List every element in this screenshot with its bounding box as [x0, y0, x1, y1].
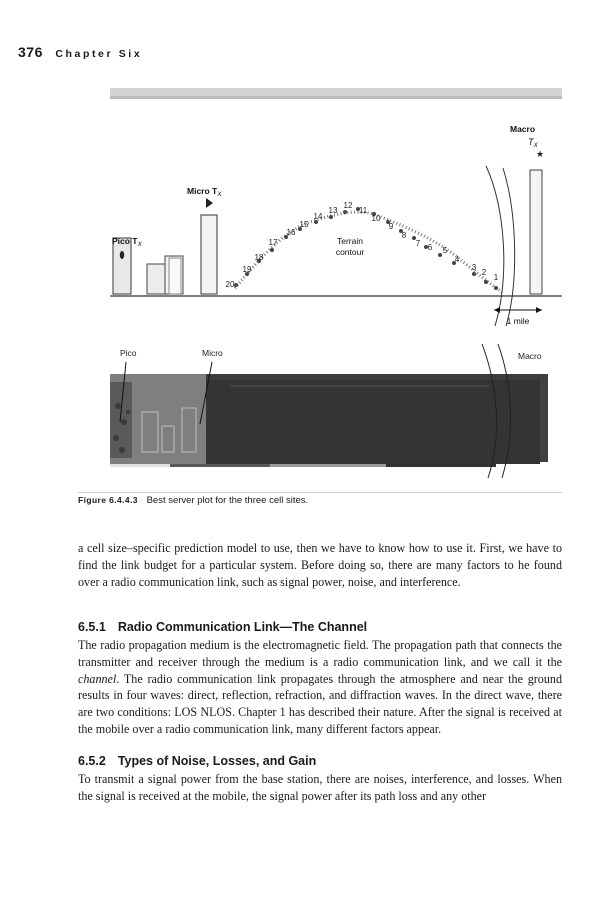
- figure-caption-label: Figure 6.4.4.3: [78, 495, 138, 505]
- building-small-1: [147, 264, 167, 294]
- terrain-point-10: 10: [371, 214, 381, 223]
- scale-label: 1 mile: [506, 316, 530, 326]
- macro-building: [530, 170, 542, 294]
- svg-text:Macro: [510, 124, 535, 134]
- section-652-heading: [78, 754, 316, 768]
- terrain-point-9: 9: [388, 222, 394, 231]
- terrain-point-3: 3: [471, 263, 477, 272]
- macro-tx-t: T: [528, 137, 534, 147]
- section-652-title: Types of Noise, Losses, and Gain: [117, 754, 317, 768]
- terrain-point-13: 13: [328, 206, 338, 215]
- section-651-heading: [78, 620, 367, 634]
- best-server-map: [110, 333, 562, 478]
- terrain-point-17: 17: [268, 238, 278, 247]
- micro-tx-sub: X: [217, 191, 222, 198]
- figure-caption-text: Best server plot for the three cell sites.: [146, 495, 309, 506]
- terrain-point-7: 7: [415, 239, 421, 248]
- section-652-paragraph: To transmit a signal power from the base station, there are noises, interference, and losses. When the signal is received at the mobile, the signal power after its path loss and any other: [78, 772, 562, 803]
- page-number: 376: [18, 44, 43, 60]
- section-652-number: 6.5.2: [78, 754, 106, 768]
- chapter-title: Chapter Six: [55, 48, 143, 60]
- section-651-paragraph: The radio propagation medium is the electromagnetic field. The propagation path that connects the transmitter and receiver through the medium is a radio communication link, and we call it the channel. The radio communication link propagates through the atmosphere and near the ground results in four waves: direct, reflection, refraction, and diffraction waves. In the direct wave, there are two conditions: LOS NLOS. Chapter 1 has described their nature. After the signal is received at the mobile over a radio communication link, many different factors appear.: [78, 638, 562, 736]
- terrain-point-1: 1: [493, 273, 499, 282]
- pico-map-label: Pico: [120, 348, 137, 358]
- terrain-point-6: 6: [427, 243, 433, 252]
- pico-tx-label: Pico T: [112, 236, 138, 246]
- terrain-point-4: 4: [454, 255, 460, 264]
- micro-tx-label: Micro T: [187, 186, 218, 196]
- terrain-point-5: 5: [442, 246, 448, 255]
- terrain-point-15: 15: [299, 220, 309, 229]
- macro-map-label: Macro: [518, 351, 542, 361]
- terrain-label-line2: contour: [335, 247, 365, 257]
- terrain-point-18: 18: [254, 253, 264, 262]
- best-server-figure: [110, 86, 562, 486]
- intro-paragraph: a cell size–specific prediction model to use, then we have to know how to use it. First, we have to find the link budget for a particular system. Before doing so, there are many factors to he found over a radio communication link, such as signal power, noise, and interference.: [78, 541, 562, 589]
- terrain-point-12: 12: [343, 201, 353, 210]
- macro-tx-sub: X: [533, 142, 538, 149]
- terrain-point-2: 2: [481, 268, 487, 277]
- terrain-point-11: 11: [358, 206, 368, 215]
- pico-antenna: [120, 251, 124, 259]
- pico-coverage-area: [110, 382, 132, 458]
- figure-rule: [78, 492, 562, 493]
- micro-map-label: Micro: [202, 348, 223, 358]
- terrain-point-20: 20: [225, 280, 235, 289]
- macro-tx-label: Macro: [510, 124, 536, 134]
- figure-caption: [78, 495, 308, 506]
- macro-star-icon: ★: [535, 149, 545, 159]
- terrain-label-line1: Terrain: [337, 236, 363, 246]
- terrain-diagram: [110, 86, 562, 326]
- terrain-point-8: 8: [401, 231, 407, 240]
- micro-building: [201, 215, 217, 294]
- pico-building: [113, 238, 131, 294]
- channel-term: channel: [78, 671, 117, 686]
- pico-tx-sub: X: [137, 241, 142, 248]
- page-header: [18, 44, 142, 62]
- terrain-point-16: 16: [286, 228, 296, 237]
- section-651-number: 6.5.1: [78, 620, 106, 634]
- terrain-point-19: 19: [242, 265, 252, 274]
- section-651-title: Radio Communication Link—The Channel: [117, 620, 368, 634]
- terrain-point-14: 14: [313, 212, 323, 221]
